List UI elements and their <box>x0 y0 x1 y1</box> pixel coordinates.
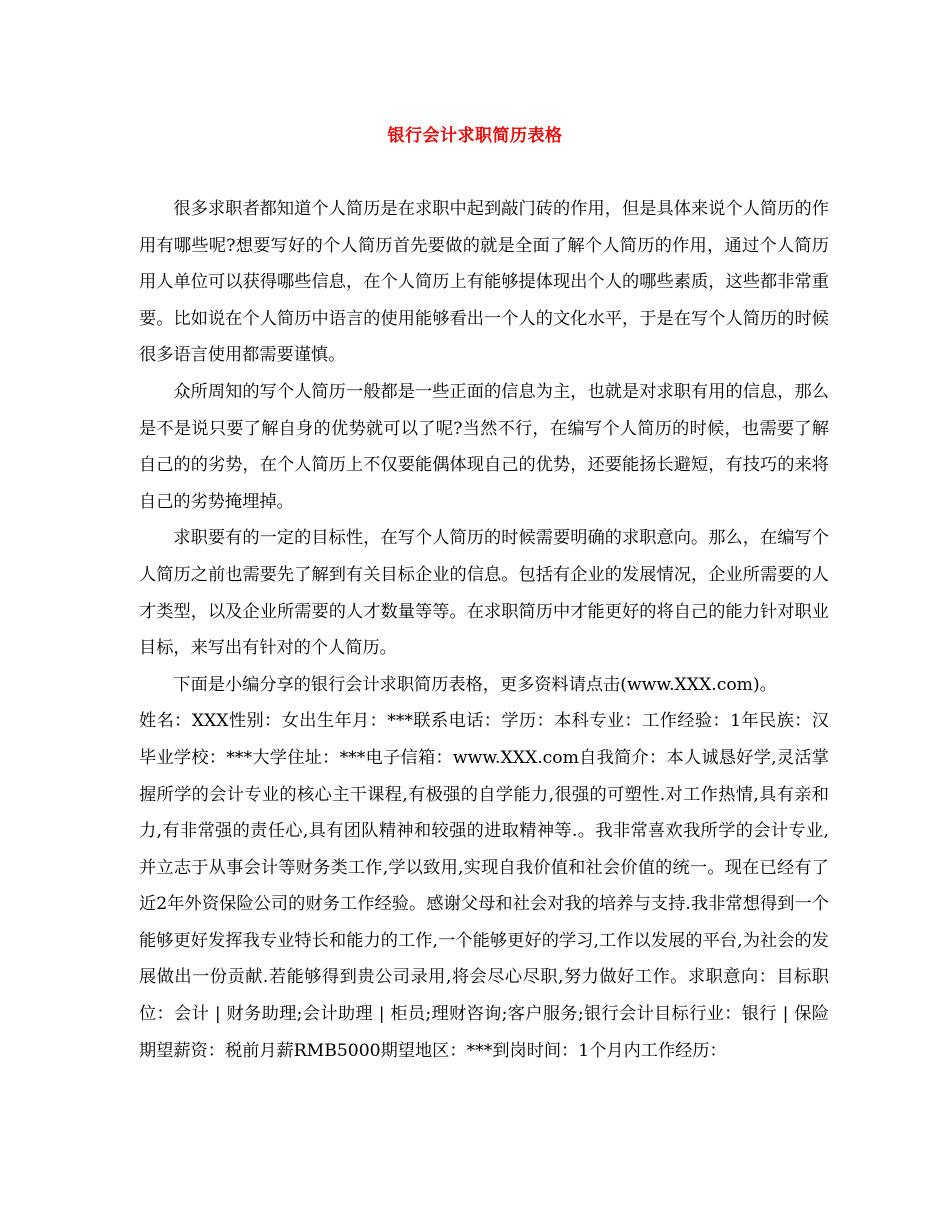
paragraph-intro: 很多求职者都知道个人简历是在求职中起到敲门砖的作用，但是具体来说个人简历的作用有哪些呢?想要写好的个人简历首先要做的就是全面了解个人简历的作用，通过个人简历用人单位可以获得哪些信息，在个人简历上有能够提体现出个人的哪些素质，这些都非常重要。比如说在个人简历中语言的使用能够看出一个人的文化水平，于是在写个人简历的时候很多语言使用都需要谨慎。 <box>139 199 829 366</box>
paragraph-strengths: 众所周知的写个人简历一般都是一些正面的信息为主，也就是对求职有用的信息，那么是不是说只要了解自身的优势就可以了呢?当然不行，在编写个人简历的时候，也需要了解自己的的劣势，在个人简历上不仅要能偶体现自己的优势，还要能扬长避短，有技巧的来将自己的劣势掩埋掉。 <box>139 381 829 512</box>
document-title: 银行会计求职简历表格 <box>387 126 563 146</box>
paragraph-goals: 求职要有的一定的目标性，在写个人简历的时候需要明确的求职意向。那么，在编写个人简历之前也需要先了解到有关目标企业的信息。包括有企业的发展情况，企业所需要的人才类型，以及企业所需要的人才数量等等。在求职简历中才能更好的将自己的能力针对职业目标，来写出有针对的个人简历。 <box>139 528 829 659</box>
paragraph-share: 下面是小编分享的银行会计求职简历表格，更多资料请点击(www.XXX.com)。 <box>173 674 777 695</box>
document-body <box>139 191 829 1069</box>
resume-block: 姓名：XXX性别：女出生年月：***联系电话：学历：本科专业：工作经验：1年民族：汉毕业学校：***大学住址：***电子信箱：www.XXX.com自我简介：本人诚恳好学,灵活掌握所学的会计专业的核心主干课程,有极强的自学能力,很强的可塑性.对工作热情,具有亲和力,有非常强的责任心,具有团队精神和较强的进取精神等.。我非常喜欢我所学的会计专业,并立志于从事会计等财务类工作,学以致用,实现自我价值和社会价值的统一。现在已经有了近2年外资保险公司的财务工作经验。感谢父母和社会对我的培养与支持.我非常想得到一个能够更好发挥我专业特长和能力的工作,一个能够更好的学习,工作以发展的平台,为社会的发展做出一份贡献.若能够得到贵公司录用,将会尽心尽职,努力做好工作。求职意向：目标职位：会计 | 财务助理;会计助理 | 柜员;理财咨询;客户服务;银行会计目标行业：银行 | 保险期望薪资：税前月薪RMB5000期望地区：***到岗时间：1个月内工作经历： <box>139 711 829 1061</box>
